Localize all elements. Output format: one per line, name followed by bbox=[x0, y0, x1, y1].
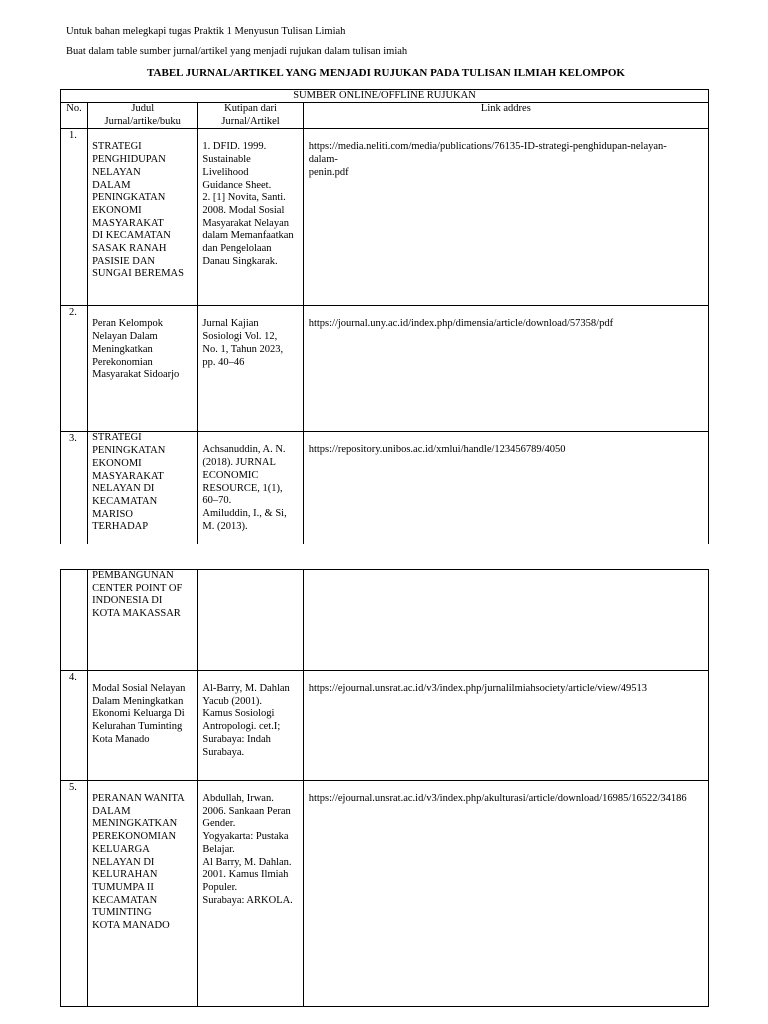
row-number: 2. bbox=[61, 306, 88, 432]
row-judul: PERANAN WANITA DALAM MENINGKATKAN PEREKONOMIAN KELUARGA NELAYAN DI KELURAHAN TUMUMPA II KECAMATAN TUMINTING KOTA MANADO bbox=[88, 781, 198, 1007]
row-link-continued bbox=[303, 570, 708, 671]
row-link[interactable]: https://ejournal.unsrat.ac.id/v3/index.php/akulturasi/article/download/16985/16522/34186 bbox=[303, 781, 708, 1007]
table-row bbox=[61, 306, 709, 432]
table-row-continued bbox=[61, 570, 709, 671]
row-judul: STRATEGI PENINGKATAN EKONOMI MASYARAKAT NELAYAN DI KECAMATAN MARISO TERHADAP bbox=[88, 432, 198, 544]
row-number: 3. bbox=[61, 432, 88, 544]
row-kutipan: Achsanuddin, A. N. (2018). JURNAL ECONOMIC RESOURCE, 1(1), 60–70. Amiluddin, I., & Si, M. (2013). bbox=[198, 432, 303, 544]
intro-line-2: Buat dalam table sumber jurnal/artikel yang menjadi rujukan dalam tulisan imiah bbox=[66, 46, 408, 57]
row-number-continued bbox=[61, 570, 88, 671]
row-number: 4. bbox=[61, 671, 88, 781]
row-link[interactable]: https://journal.uny.ac.id/index.php/dimensia/article/download/57358/pdf bbox=[303, 306, 708, 432]
table-group-header-row bbox=[61, 90, 709, 103]
header-kutipan: Kutipan dari Jurnal/Artikel bbox=[198, 103, 303, 129]
row-kutipan: Al-Barry, M. Dahlan Yacub (2001). Kamus Sosiologi Antropologi. cet.I; Surabaya: Indah Surabaya. bbox=[198, 671, 303, 781]
table-row bbox=[61, 432, 709, 544]
row-number: 1. bbox=[61, 129, 88, 306]
reference-table-page-2 bbox=[60, 569, 709, 1007]
row-link[interactable]: https://ejournal.unsrat.ac.id/v3/index.php/jurnalilmiahsociety/article/view/49513 bbox=[303, 671, 708, 781]
row-kutipan: 1. DFID. 1999. Sustainable Livelihood Guidance Sheet. 2. [1] Novita, Santi. 2008. Modal Sosial Masyarakat Nelayan dalam Memanfaatkan dan Pengelolaan Danau Singkarak. bbox=[198, 129, 303, 306]
row-kutipan: Abdullah, Irwan. 2006. Sankaan Peran Gender. Yogyakarta: Pustaka Belajar. Al Barry, M. Dahlan. 2001. Kamus Ilmiah Populer. Surabaya: ARKOLA. bbox=[198, 781, 303, 1007]
header-group-label: SUMBER ONLINE/OFFLINE RUJUKAN bbox=[61, 90, 709, 103]
row-judul: STRATEGI PENGHIDUPAN NELAYAN DALAM PENINGKATAN EKONOMI MASYARAKAT DI KECAMATAN SASAK RANAH PASISIE DAN SUNGAI BEREMAS bbox=[88, 129, 198, 306]
intro-line-1: Untuk bahan melegkapi tugas Praktik 1 Menyusun Tulisan Limiah bbox=[66, 26, 346, 37]
row-link[interactable]: https://media.neliti.com/media/publications/76135-ID-strategi-penghidupan-nelayan- dalam- penin.pdf bbox=[303, 129, 708, 306]
table-row bbox=[61, 671, 709, 781]
document-title: TABEL JURNAL/ARTIKEL YANG MENJADI RUJUKAN PADA TULISAN ILMIAH KELOMPOK bbox=[147, 67, 625, 79]
reference-table-page-1 bbox=[60, 89, 709, 544]
header-judul: Judul Jurnal/artike/buku bbox=[88, 103, 198, 129]
header-no: No. bbox=[61, 103, 88, 129]
header-link: Link addres bbox=[303, 103, 708, 129]
table-row bbox=[61, 129, 709, 306]
table-row bbox=[61, 781, 709, 1007]
row-link[interactable]: https://repository.unibos.ac.id/xmlui/handle/123456789/4050 bbox=[303, 432, 708, 544]
row-judul: Peran Kelompok Nelayan Dalam Meningkatkan Perekonomian Masyarakat Sidoarjo bbox=[88, 306, 198, 432]
row-kutipan: Jurnal Kajian Sosiologi Vol. 12, No. 1, Tahun 2023, pp. 40–46 bbox=[198, 306, 303, 432]
row-kutipan-continued bbox=[198, 570, 303, 671]
table-header-row bbox=[61, 103, 709, 129]
row-judul-continued: PEMBANGUNAN CENTER POINT OF INDONESIA DI KOTA MAKASSAR bbox=[88, 570, 198, 671]
row-judul: Modal Sosial Nelayan Dalam Meningkatkan Ekonomi Keluarga Di Kelurahan Tuminting Kota Manado bbox=[88, 671, 198, 781]
row-number: 5. bbox=[61, 781, 88, 1007]
